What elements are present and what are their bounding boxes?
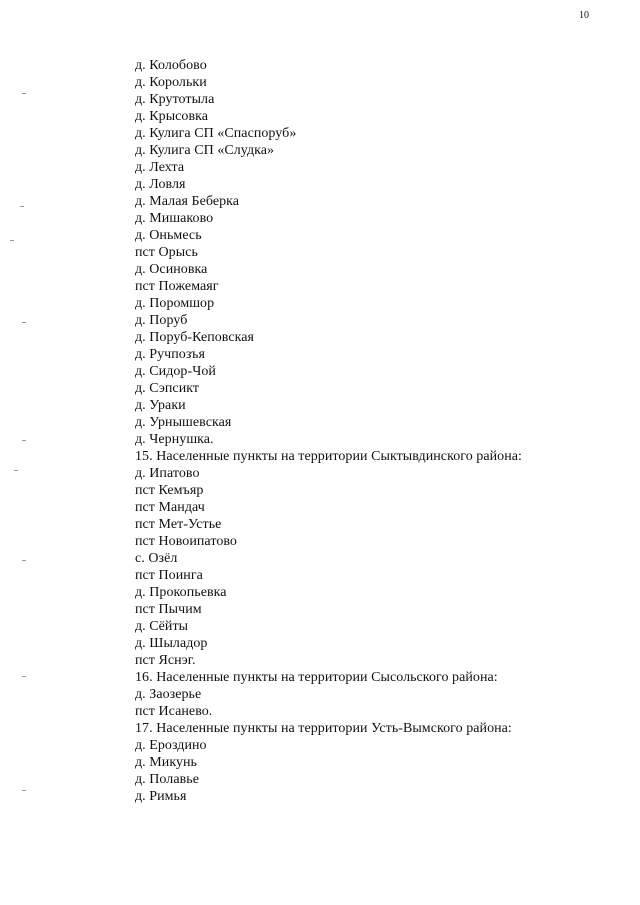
list-line: д. Заозерье — [135, 687, 202, 702]
list-line: д. Корольки — [135, 75, 207, 90]
list-line: пст Мет-Устье — [135, 517, 222, 532]
list-line: д. Сидор-Чой — [135, 364, 216, 379]
list-line: пст Пычим — [135, 602, 202, 617]
list-line: д. Крысовка — [135, 109, 209, 124]
scan-speck — [22, 790, 26, 791]
list-line: пст Мандач — [135, 500, 205, 515]
scan-speck — [14, 470, 18, 471]
list-line: д. Ураки — [135, 398, 186, 413]
list-line: д. Сёйты — [135, 619, 189, 634]
list-line: д. Урнышевская — [135, 415, 232, 430]
settlement-list — [135, 57, 522, 805]
list-line: д. Полавье — [135, 772, 199, 787]
list-line: д. Сэпсикт — [135, 381, 200, 396]
list-line: пст Кемъяр — [135, 483, 204, 498]
list-line: д. Ручпозъя — [135, 347, 205, 362]
list-line: д. Поруб-Кеповская — [135, 330, 255, 345]
list-line: пст Яснэг. — [135, 653, 196, 668]
list-line: пст Исанево. — [135, 704, 213, 719]
list-line: пст Пожемаяг — [135, 279, 219, 294]
scan-speck — [22, 676, 26, 677]
list-line: д. Лехта — [135, 160, 185, 175]
list-line: д. Римья — [135, 789, 187, 804]
list-line: 16. Населенные пункты на территории Сысольского района: — [135, 670, 498, 685]
list-line: д. Ловля — [135, 177, 186, 192]
list-line: д. Поруб — [135, 313, 188, 328]
list-line: пст Орысь — [135, 245, 198, 260]
list-line: д. Шыладор — [135, 636, 208, 651]
list-line: д. Крутотыла — [135, 92, 215, 107]
scan-speck — [20, 206, 24, 207]
scan-speck — [22, 93, 26, 94]
list-line: д. Кулига СП «Спаспоруб» — [135, 126, 297, 141]
list-line: д. Кулига СП «Слудка» — [135, 143, 275, 158]
list-line: д. Ипатово — [135, 466, 200, 481]
list-line: д. Прокопьевка — [135, 585, 227, 600]
list-line: д. Осиновка — [135, 262, 208, 277]
list-line: д. Чернушка. — [135, 432, 214, 447]
page-number: 10 — [579, 10, 589, 21]
list-line: 15. Населенные пункты на территории Сыктывдинского района: — [135, 449, 522, 464]
scan-speck — [22, 440, 26, 441]
list-line: д. Микунь — [135, 755, 197, 770]
scan-speck — [22, 560, 26, 561]
list-line: д. Колобово — [135, 58, 207, 73]
list-line: с. Озёл — [135, 551, 178, 566]
scan-speck — [22, 322, 26, 323]
scan-speck — [10, 240, 14, 241]
list-line: д. Поромшор — [135, 296, 215, 311]
list-line: д. Малая Беберка — [135, 194, 240, 209]
list-line: пст Поинга — [135, 568, 203, 583]
list-line: пст Новоипатово — [135, 534, 237, 549]
list-line: д. Мишаково — [135, 211, 214, 226]
list-line: д. Ероздино — [135, 738, 207, 753]
list-line: 17. Населенные пункты на территории Усть-Вымского района: — [135, 721, 512, 736]
list-line: д. Оньмесь — [135, 228, 202, 243]
